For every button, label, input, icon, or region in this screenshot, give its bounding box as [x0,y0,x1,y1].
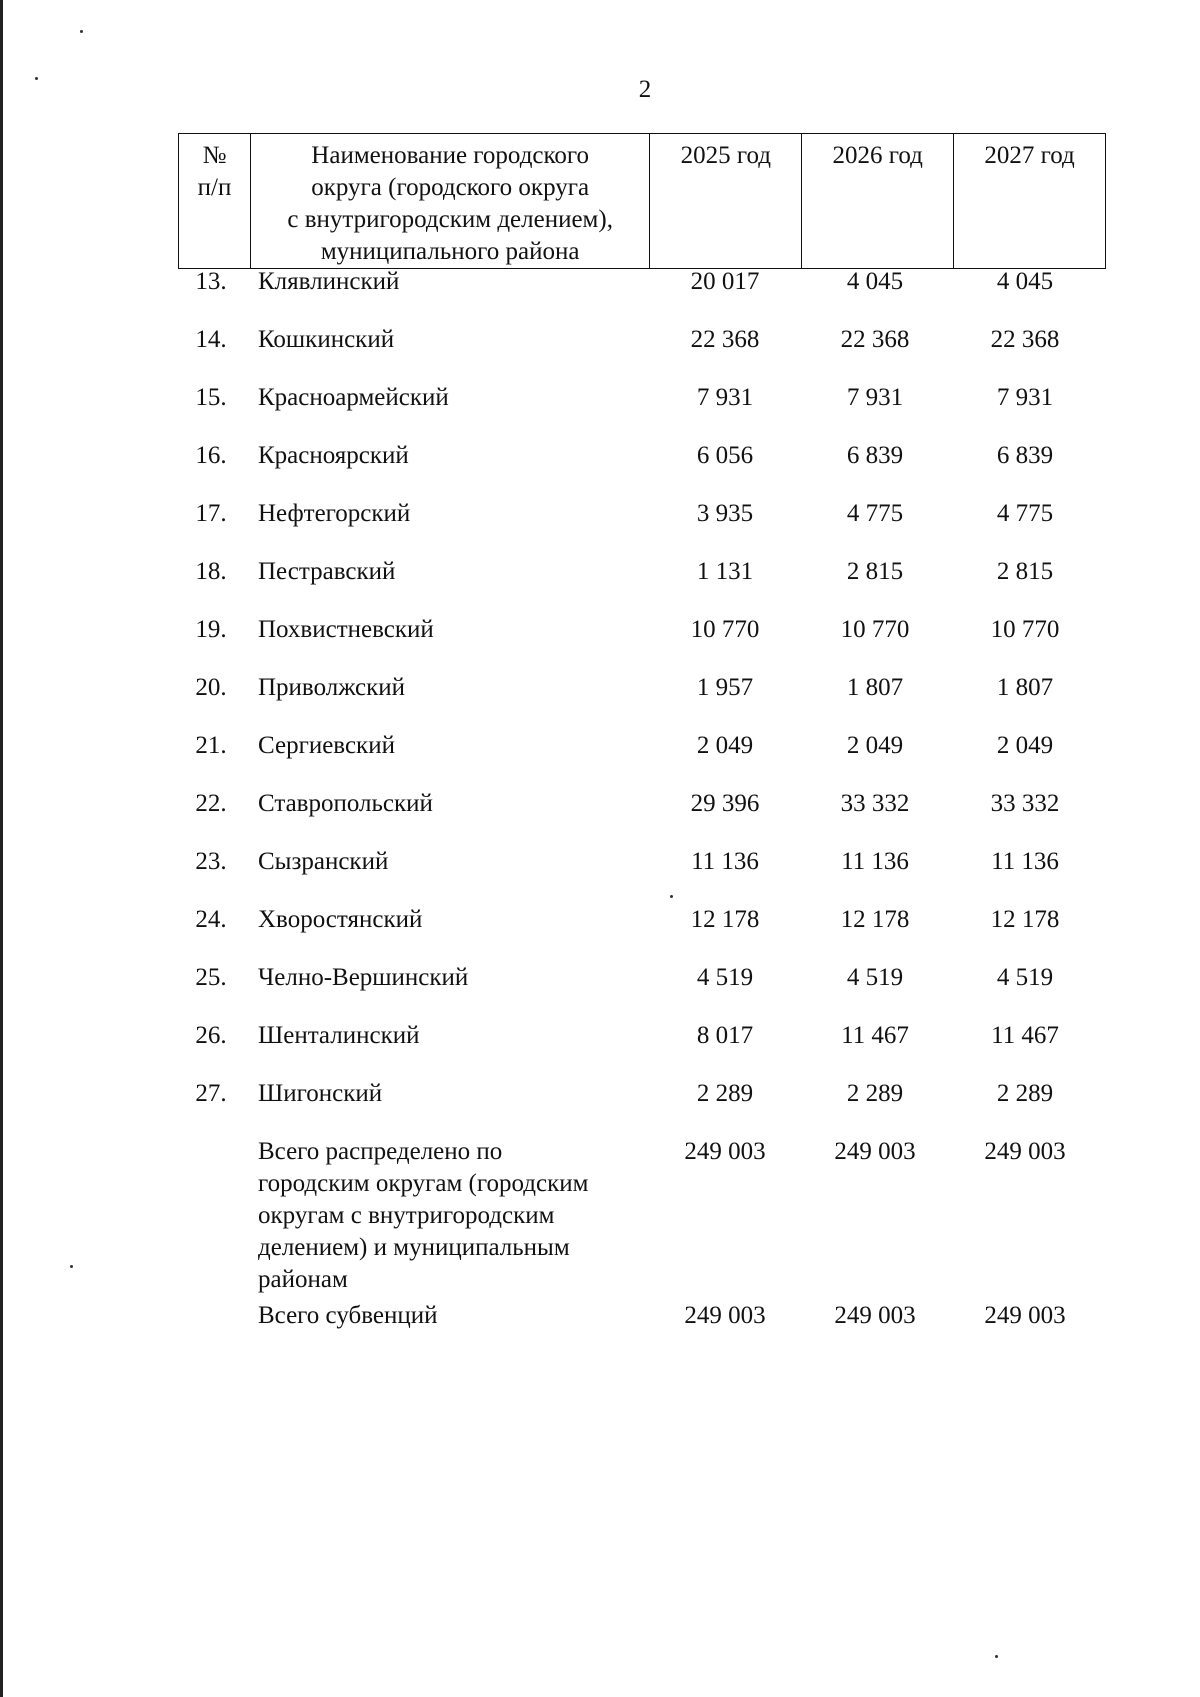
row-number: 15. [195,384,227,411]
table-header [178,133,1106,269]
row-number: 22. [195,790,227,817]
row-number: 23. [195,848,227,875]
row-name: Кошкинский [258,326,395,353]
row-value-2026: 22 368 [840,326,910,353]
table-row [178,1078,1106,1136]
row-name: Сызранский [258,848,389,875]
scan-speck [995,1655,998,1658]
row-value-2026: 11 136 [841,848,909,875]
total-distributed-2026: 249 003 [834,1138,916,1165]
row-value-2026: 4 045 [846,268,904,295]
row-value-2027: 12 178 [990,906,1060,933]
row-value-2027: 22 368 [990,326,1060,353]
row-number: 20. [195,674,227,701]
row-value-2025: 22 368 [690,326,760,353]
row-value-2026: 10 770 [840,616,910,643]
table-row [178,730,1106,788]
row-value-2026: 2 049 [846,732,904,759]
row-name: Приволжский [258,674,406,701]
scan-speck [670,895,673,898]
row-value-2025: 20 017 [690,268,760,295]
row-value-2027: 4 045 [996,268,1054,295]
row-name: Ставропольский [258,790,433,817]
row-value-2025: 11 136 [691,848,759,875]
row-value-2027: 2 049 [996,732,1054,759]
scan-speck [80,30,83,33]
row-name: Шенталинский [258,1022,420,1049]
row-number: 26. [195,1022,227,1049]
total-distributed-2027: 249 003 [984,1138,1066,1165]
row-number: 17. [195,500,227,527]
scan-speck [35,77,38,80]
row-number: 21. [195,732,227,759]
row-name: Пестравский [258,558,396,585]
table-row [178,614,1106,672]
table-row [178,324,1106,382]
row-value-2027: 11 467 [991,1022,1059,1049]
row-value-2026: 2 289 [846,1080,904,1107]
table-row [178,556,1106,614]
total-subventions-label: Всего субвенций [258,1302,438,1329]
header-num: № п/п [179,134,251,269]
table-row [178,788,1106,846]
header-2027: 2027 год [954,134,1106,269]
row-value-2025: 7 931 [696,384,754,411]
row-value-2026: 4 775 [846,500,904,527]
row-name: Похвистневский [258,616,434,643]
row-value-2025: 3 935 [696,500,754,527]
row-value-2027: 2 289 [996,1080,1054,1107]
row-value-2025: 12 178 [690,906,760,933]
table-body [178,266,1106,1136]
row-number: 16. [195,442,227,469]
row-name: Красноярский [258,442,409,469]
table-row [178,904,1106,962]
total-subventions-2026: 249 003 [834,1302,916,1329]
row-number: 24. [195,906,227,933]
table-row [178,672,1106,730]
scan-speck [70,1265,73,1268]
header-name: Наименование городского округа (городского округа с внутригородским делением), муниципального района [250,134,649,269]
row-name: Хворостянский [258,906,423,933]
row-value-2027: 4 519 [996,964,1054,991]
row-value-2026: 11 467 [841,1022,909,1049]
table-row [178,266,1106,324]
row-value-2025: 1 957 [696,674,754,701]
row-name: Красноармейский [258,384,449,411]
row-value-2027: 4 775 [996,500,1054,527]
row-value-2025: 2 049 [696,732,754,759]
row-number: 27. [195,1080,227,1107]
table-totals [178,1136,1106,1332]
table-row [178,1020,1106,1078]
header-2025: 2025 год [650,134,802,269]
page-left-edge [0,0,3,1697]
total-subventions-row [178,1300,1106,1332]
row-value-2025: 8 017 [696,1022,754,1049]
row-value-2025: 6 056 [696,442,754,469]
row-value-2027: 7 931 [996,384,1054,411]
row-number: 19. [195,616,227,643]
row-value-2027: 1 807 [996,674,1054,701]
table-row [178,498,1106,556]
row-value-2027: 11 136 [991,848,1059,875]
row-value-2026: 6 839 [846,442,904,469]
table-row [178,440,1106,498]
row-value-2027: 6 839 [996,442,1054,469]
total-subventions-2027: 249 003 [984,1302,1066,1329]
row-name: Шигонский [258,1080,383,1107]
row-value-2025: 4 519 [696,964,754,991]
row-value-2025: 2 289 [696,1080,754,1107]
row-name: Челно-Вершинский [258,964,469,991]
row-value-2025: 29 396 [690,790,760,817]
row-value-2026: 1 807 [846,674,904,701]
header-2026: 2026 год [802,134,954,269]
row-value-2027: 2 815 [996,558,1054,585]
total-distributed-row [178,1136,1106,1300]
row-name: Нефтегорский [258,500,411,527]
table-row [178,382,1106,440]
row-value-2026: 4 519 [846,964,904,991]
row-number: 25. [195,964,227,991]
row-value-2025: 10 770 [690,616,760,643]
table-row [178,846,1106,904]
total-distributed-label: Всего распределено по городским округам (городским округам с внутригородским делением) и муниципальным районам [258,1138,589,1293]
row-value-2025: 1 131 [696,558,754,585]
table-row [178,962,1106,1020]
page-number: 2 [638,76,652,103]
row-value-2026: 7 931 [846,384,904,411]
row-value-2026: 12 178 [840,906,910,933]
total-subventions-2025: 249 003 [684,1302,766,1329]
row-number: 13. [195,268,227,295]
row-value-2026: 2 815 [846,558,904,585]
total-distributed-2025: 249 003 [684,1138,766,1165]
row-number: 18. [195,558,227,585]
row-name: Клявлинский [258,268,400,295]
row-number: 14. [195,326,227,353]
row-value-2026: 33 332 [840,790,910,817]
row-value-2027: 33 332 [990,790,1060,817]
row-value-2027: 10 770 [990,616,1060,643]
row-name: Сергиевский [258,732,395,759]
